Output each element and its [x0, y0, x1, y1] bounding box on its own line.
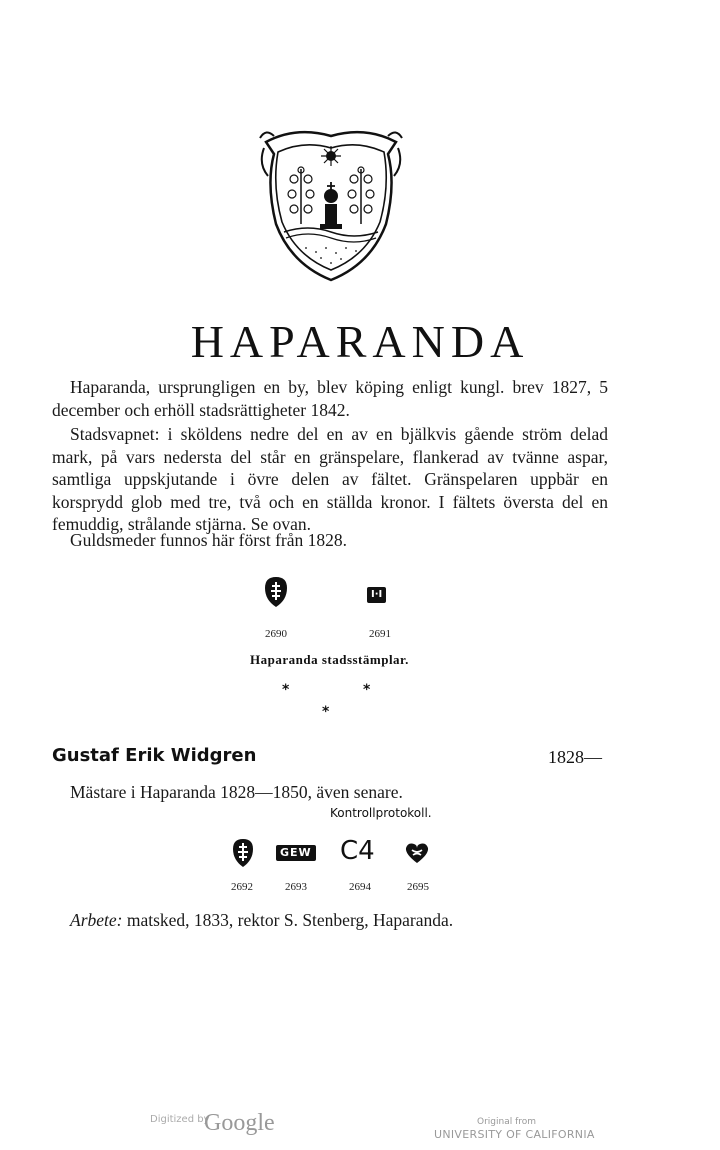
mark-number: 2691 [369, 628, 391, 640]
tree-stamp-icon [264, 576, 288, 608]
original-from-label: Original from [477, 1117, 537, 1127]
master-name: Gustaf Erik Widgren [52, 745, 257, 766]
separator-star: * [322, 704, 330, 720]
mark-number: 2693 [285, 881, 307, 893]
google-logo: Google [204, 1110, 275, 1136]
c4-stamp: C4 [340, 836, 375, 866]
digitized-by-label: Digitized by [150, 1114, 210, 1125]
coat-of-arms-icon [256, 124, 406, 284]
master-description: Mästare i Haparanda 1828—1850, även senare. [70, 782, 403, 802]
mark-number: 2690 [265, 628, 287, 640]
work-text: matsked, 1833, rektor S. Stenberg, Haparanda. [126, 910, 454, 930]
work-label: Arbete: [70, 910, 123, 930]
page-title: HAPARANDA [190, 316, 530, 367]
separator-star: * [282, 682, 290, 698]
mark-number: 2695 [407, 881, 429, 893]
master-source: Kontrollprotokoll. [330, 806, 432, 820]
tree-stamp-icon [232, 838, 254, 868]
separator-star: * [363, 682, 371, 698]
coat-of-arms-paragraph: Stadsvapnet: i sköldens nedre del en av en bjälkvis gående ström delad mark, på vars nedersta del står en gränspelare, flankerad av tvänne aspar, samtliga uppskjutande i övre delen av fältet. Gränspelaren uppbär en korsprydd glob med tre, två och en ställda kronor. I fältets översta del en femuddig, strålande stjärna. Se ovan. [52, 424, 608, 534]
work-entry [70, 910, 453, 931]
goldsmith-paragraph: Guldsmeder funnos här först från 1828. [70, 530, 348, 550]
master-years: 1828— [548, 747, 602, 767]
box-stamp-icon: I·I [367, 587, 386, 603]
institution-label: UNIVERSITY OF CALIFORNIA [434, 1128, 595, 1141]
intro-paragraph: Haparanda, ursprungligen en by, blev köping enligt kungl. brev 1827, 5 december och erhöll stadsrättigheter 1842. [52, 377, 608, 420]
mark-number: 2692 [231, 881, 253, 893]
heart-stamp-icon [404, 842, 430, 864]
initials-stamp-icon: GEW [276, 845, 316, 861]
marks-caption: Haparanda stadsstämplar. [250, 652, 409, 667]
mark-number: 2694 [349, 881, 371, 893]
